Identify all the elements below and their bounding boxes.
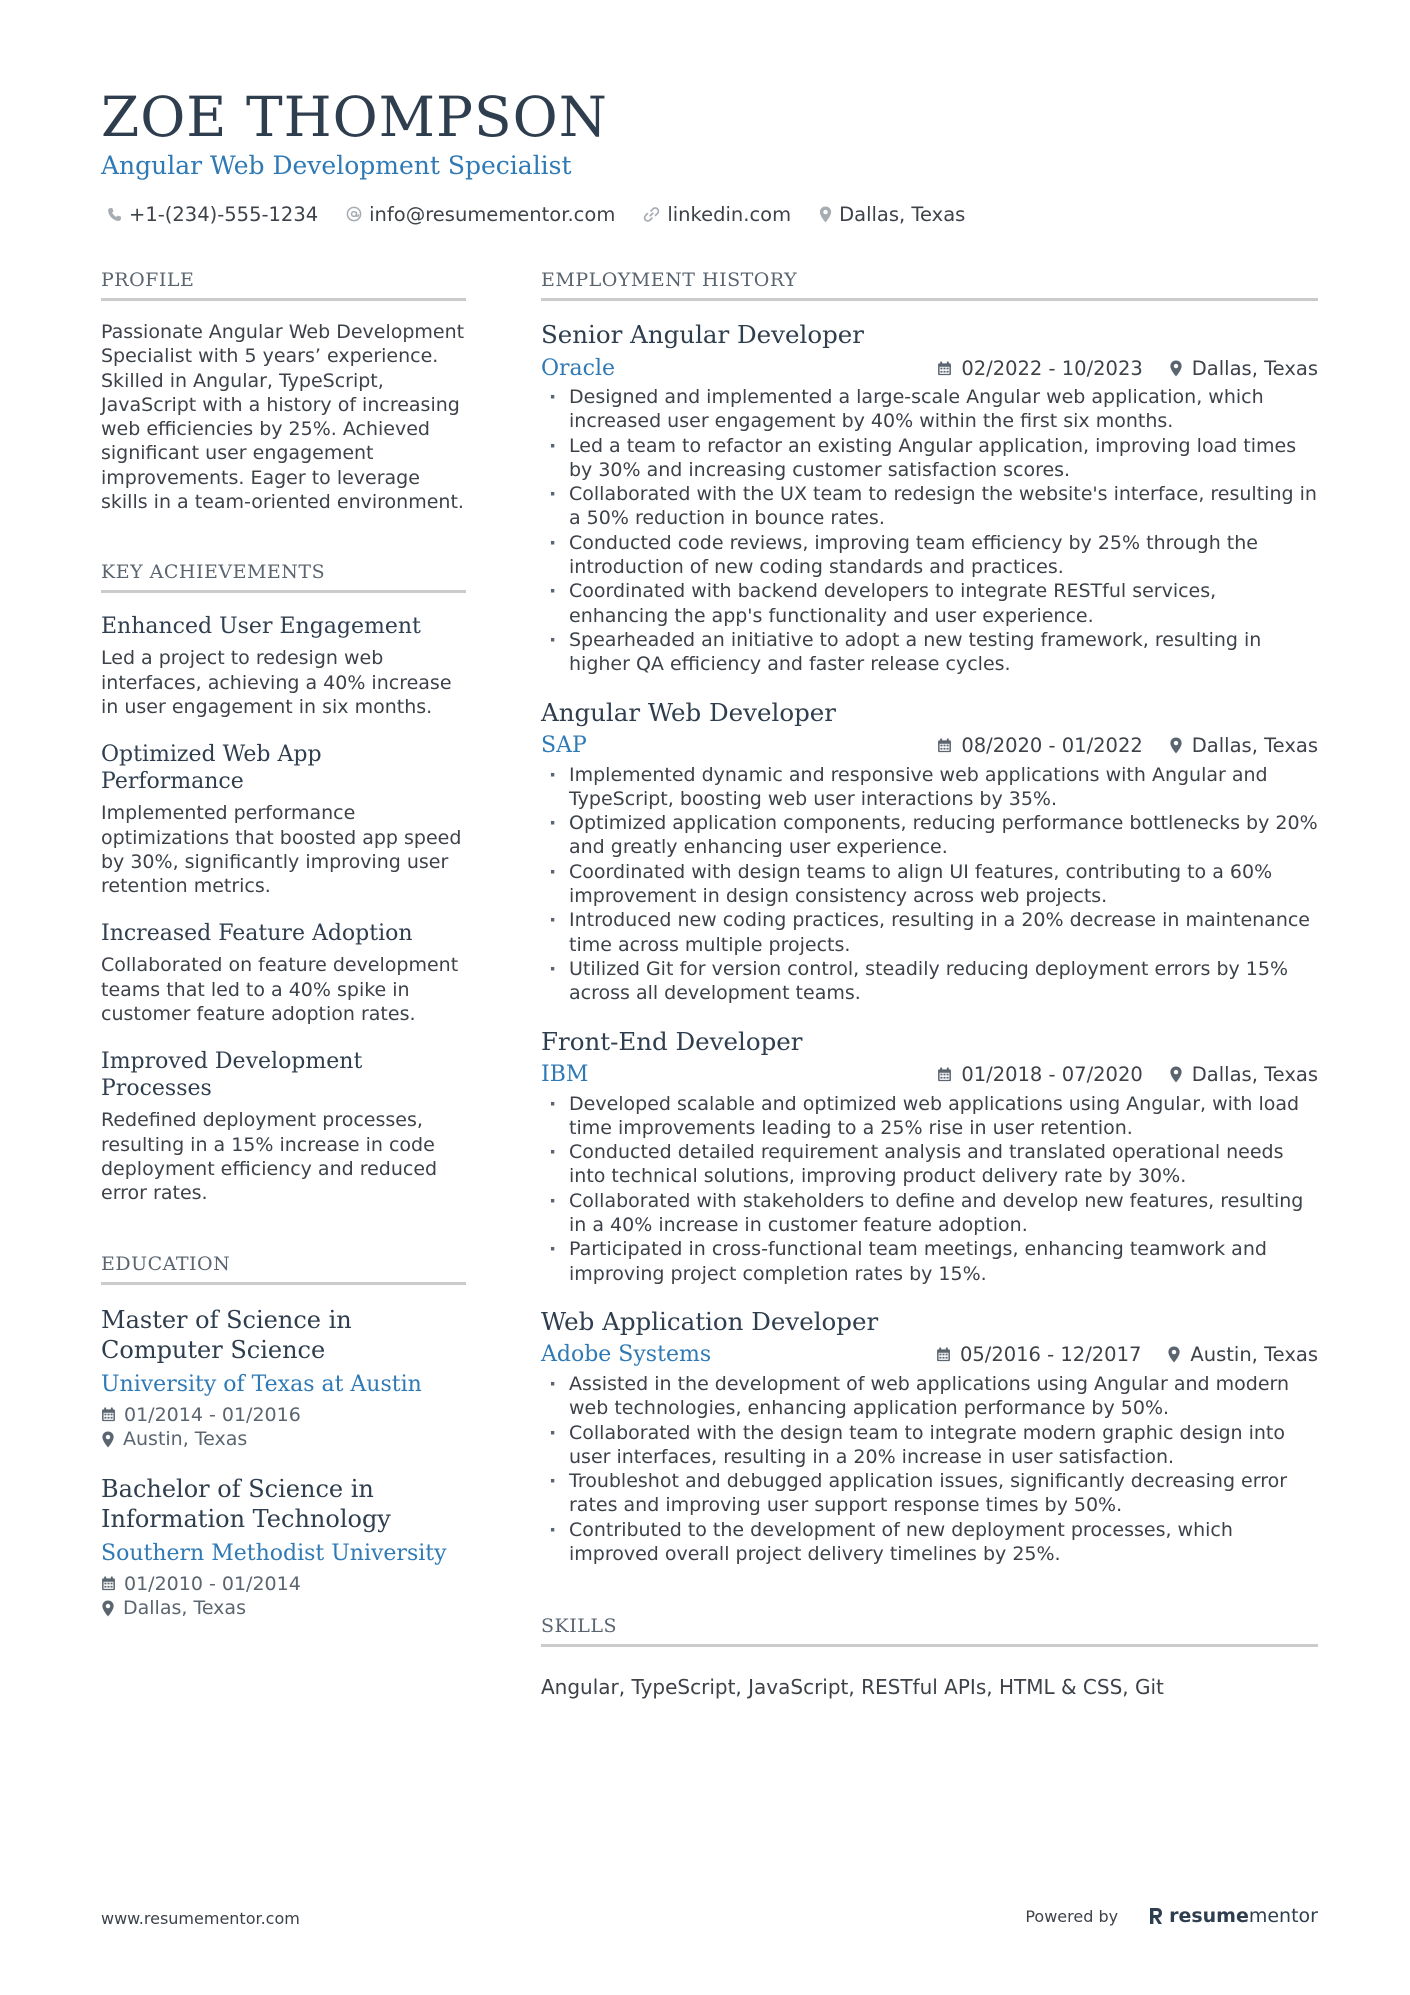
- achievement-item: [101, 1048, 466, 1205]
- phone-text: +1-(234)-555-1234: [129, 202, 319, 226]
- job-meta: [937, 1063, 1318, 1086]
- phone-icon: [107, 207, 122, 222]
- job-company: Adobe Systems: [541, 1342, 712, 1368]
- job-company: Oracle: [541, 355, 616, 381]
- map-pin-icon: [101, 1431, 115, 1448]
- education-section: [101, 1252, 466, 1621]
- profile-heading: PROFILE: [101, 268, 466, 301]
- achievement-title: Optimized Web App Performance: [101, 742, 322, 795]
- contact-phone[interactable]: [107, 203, 318, 226]
- job-bullet: · Coordinated with design teams to align UI features, contributing to a 60% improvement in design consistency across web projects.: [541, 860, 1318, 909]
- job-location: Austin, Texas: [1190, 1343, 1318, 1367]
- job-bullet: · Assisted in the development of web applications using Angular and modern web technologies, enhancing application performance by 50%.: [541, 1372, 1318, 1421]
- map-pin-icon: [1169, 1066, 1183, 1083]
- education-degree: Bachelor of Science in Information Technology: [101, 1474, 391, 1533]
- job-role: Senior Angular Developer: [541, 320, 864, 349]
- job-bullet: · Collaborated with stakeholders to define and develop new features, resulting in a 40% increase in customer feature adoption.: [541, 1189, 1318, 1238]
- education-item: [101, 1474, 466, 1621]
- map-pin-icon: [1167, 1346, 1181, 1363]
- job-bullet: · Participated in cross-functional team meetings, enhancing teamwork and improving project completion rates by 15%.: [541, 1237, 1318, 1286]
- achievement-item: [101, 920, 466, 1026]
- job-line: [541, 353, 1318, 383]
- linkedin-text: linkedin.com: [667, 202, 792, 226]
- job-role: Web Application Developer: [541, 1306, 879, 1336]
- job-bullets: [541, 1372, 1318, 1566]
- job-bullet: · Conducted detailed requirement analysis and translated operational needs into technical solutions, improving product delivery rate by 30%.: [541, 1140, 1318, 1189]
- job-bullet: · Implemented dynamic and responsive web applications with Angular and TypeScript, boosting web user interactions by 35%.: [541, 763, 1318, 812]
- brand-logo[interactable]: [1148, 1905, 1318, 1927]
- education-dates-text: 01/2010 - 01/2014: [124, 1572, 301, 1595]
- job-meta: [936, 1343, 1318, 1366]
- footer-website[interactable]: www.resumementor.com: [101, 1909, 300, 1928]
- left-column: [101, 268, 466, 1621]
- job-location: Dallas, Texas: [1191, 734, 1318, 758]
- job-bullet: · Designed and implemented a large-scale Angular web application, which increased user engagement by 40% within the first six months.: [541, 385, 1318, 434]
- map-pin-icon: [1169, 737, 1183, 754]
- achievement-item: [101, 741, 466, 898]
- education-heading: EDUCATION: [101, 1252, 466, 1285]
- skills-text: Angular, TypeScript, JavaScript, RESTful APIs, HTML & CSS, Git: [541, 1675, 1164, 1700]
- achievements-heading: KEY ACHIEVEMENTS: [101, 560, 466, 593]
- achievement-text: Redefined deployment processes, resulting in a 15% increase in code deployment efficiency and reduced error rates.: [101, 1109, 438, 1205]
- location-text: Dallas, Texas: [839, 202, 966, 226]
- job-dates: 08/2020 - 01/2022: [961, 734, 1143, 758]
- job-bullet: · Troubleshot and debugged application issues, significantly decreasing error rates and improving user support response times by 50%.: [541, 1469, 1318, 1518]
- map-pin-icon: [1169, 360, 1183, 377]
- job-item: [541, 1026, 1318, 1286]
- job-line: [541, 731, 1318, 761]
- employment-heading: EMPLOYMENT HISTORY: [541, 268, 1318, 301]
- education-school: University of Texas at Austin: [101, 1371, 422, 1397]
- map-pin-icon: [101, 1600, 115, 1617]
- email-text: info@resumementor.com: [369, 202, 616, 226]
- achievements-section: [101, 560, 466, 1205]
- job-location: Dallas, Texas: [1191, 1063, 1318, 1087]
- achievement-title: Increased Feature Adoption: [101, 921, 413, 947]
- calendar-icon: [937, 738, 952, 753]
- job-bullet: · Spearheaded an initiative to adopt a new testing framework, resulting in higher QA efficiency and faster release cycles.: [541, 628, 1318, 677]
- footer-branding: [1025, 1905, 1318, 1927]
- job-meta: [937, 357, 1318, 380]
- job-bullet: · Introduced new coding practices, resulting in a 20% decrease in maintenance time across multiple projects.: [541, 908, 1318, 957]
- job-bullet: · Coordinated with backend developers to integrate RESTful services, enhancing the app's functionality and user experience.: [541, 579, 1318, 628]
- job-company: IBM: [541, 1062, 589, 1088]
- job-line: [541, 1060, 1318, 1090]
- achievement-item: [101, 613, 466, 719]
- calendar-icon: [101, 1576, 116, 1591]
- candidate-name: ZOE THOMPSON: [101, 85, 608, 149]
- job-bullets: [541, 385, 1318, 677]
- job-meta: [937, 734, 1318, 757]
- education-dates: [101, 1572, 466, 1597]
- achievement-title: Enhanced User Engagement: [101, 614, 421, 640]
- skills-section: [541, 1614, 1318, 1699]
- skills-heading: SKILLS: [541, 1614, 1318, 1647]
- job-bullet: · Led a team to refactor an existing Angular application, improving load times by 30% and increasing customer satisfaction scores.: [541, 434, 1318, 483]
- brand-name-part1: resume: [1169, 1905, 1249, 1927]
- at-icon: [346, 206, 362, 222]
- education-item: [101, 1305, 466, 1452]
- candidate-title: Angular Web Development Specialist: [101, 151, 572, 180]
- contact-linkedin[interactable]: [643, 203, 791, 226]
- job-item: [541, 697, 1318, 1006]
- job-dates: 01/2018 - 07/2020: [961, 1063, 1143, 1087]
- education-location-text: Dallas, Texas: [123, 1597, 246, 1620]
- education-degree: Master of Science in Computer Science: [101, 1305, 352, 1364]
- job-dates: 05/2016 - 12/2017: [959, 1343, 1142, 1367]
- job-line: [541, 1340, 1318, 1370]
- job-location: Dallas, Texas: [1191, 356, 1318, 380]
- job-bullet: · Optimized application components, reducing performance bottlenecks by 20% and greatly enhancing user experience.: [541, 811, 1318, 860]
- job-role: Angular Web Developer: [541, 697, 836, 727]
- link-icon: [643, 206, 660, 223]
- job-bullet: · Utilized Git for version control, steadily reducing deployment errors by 15% across all development teams.: [541, 957, 1318, 1006]
- map-pin-icon: [819, 206, 832, 223]
- employment-section: [541, 268, 1318, 1566]
- education-dates-text: 01/2014 - 01/2016: [124, 1403, 301, 1426]
- brand-name-part2: mentor: [1248, 1905, 1318, 1927]
- calendar-icon: [101, 1407, 116, 1422]
- calendar-icon: [936, 1347, 951, 1362]
- job-bullet: · Developed scalable and optimized web applications using Angular, with load time improvements leading to a 25% rise in user retention.: [541, 1092, 1318, 1141]
- achievement-text: Implemented performance optimizations that boosted app speed by 30%, significantly improving user retention metrics.: [101, 802, 462, 898]
- achievement-title: Improved Development Processes: [101, 1049, 363, 1102]
- job-role: Front-End Developer: [541, 1026, 803, 1056]
- profile-section: [101, 268, 466, 514]
- education-dates: [101, 1403, 466, 1428]
- education-location-text: Austin, Texas: [123, 1428, 248, 1451]
- job-bullet: · Collaborated with the design team to integrate modern graphic design into user interfaces, resulting in a 20% increase in user satisfaction.: [541, 1421, 1318, 1470]
- education-location: [101, 1596, 466, 1621]
- achievement-text: Led a project to redesign web interfaces, achieving a 40% increase in user engagement in six months.: [101, 647, 452, 718]
- brand-logo-icon: [1148, 1906, 1164, 1926]
- job-bullet: · Collaborated with the UX team to redesign the website's interface, resulting in a 50% reduction in bounce rates.: [541, 482, 1318, 531]
- powered-by-text: Powered by: [1025, 1906, 1119, 1926]
- job-company: SAP: [541, 733, 587, 759]
- calendar-icon: [937, 361, 952, 376]
- job-item: [541, 1306, 1318, 1566]
- job-bullets: [541, 763, 1318, 1006]
- achievement-text: Collaborated on feature development teams that led to a 40% spike in customer feature adoption rates.: [101, 954, 459, 1026]
- education-school: Southern Methodist University: [101, 1540, 447, 1566]
- calendar-icon: [937, 1067, 952, 1082]
- contact-email[interactable]: [346, 203, 615, 226]
- contact-row: [107, 200, 993, 228]
- profile-text: Passionate Angular Web Development Specialist with 5 years’ experience. Skilled in Angular, TypeScript, JavaScript with a history of increasing web efficiencies by 25%. Achieved significant user engagement improvements. Eager to leverage skills in a team-oriented environment.: [101, 321, 465, 514]
- right-column: [541, 268, 1318, 1699]
- job-bullet: · Conducted code reviews, improving team efficiency by 25% through the introduction of new coding standards and practices.: [541, 531, 1318, 580]
- job-bullet: · Contributed to the development of new deployment processes, which improved overall project delivery timelines by 25%.: [541, 1518, 1318, 1567]
- job-bullets: [541, 1092, 1318, 1286]
- education-location: [101, 1427, 466, 1452]
- job-item: [541, 319, 1318, 677]
- contact-location: [819, 203, 965, 226]
- job-dates: 02/2022 - 10/2023: [961, 356, 1143, 380]
